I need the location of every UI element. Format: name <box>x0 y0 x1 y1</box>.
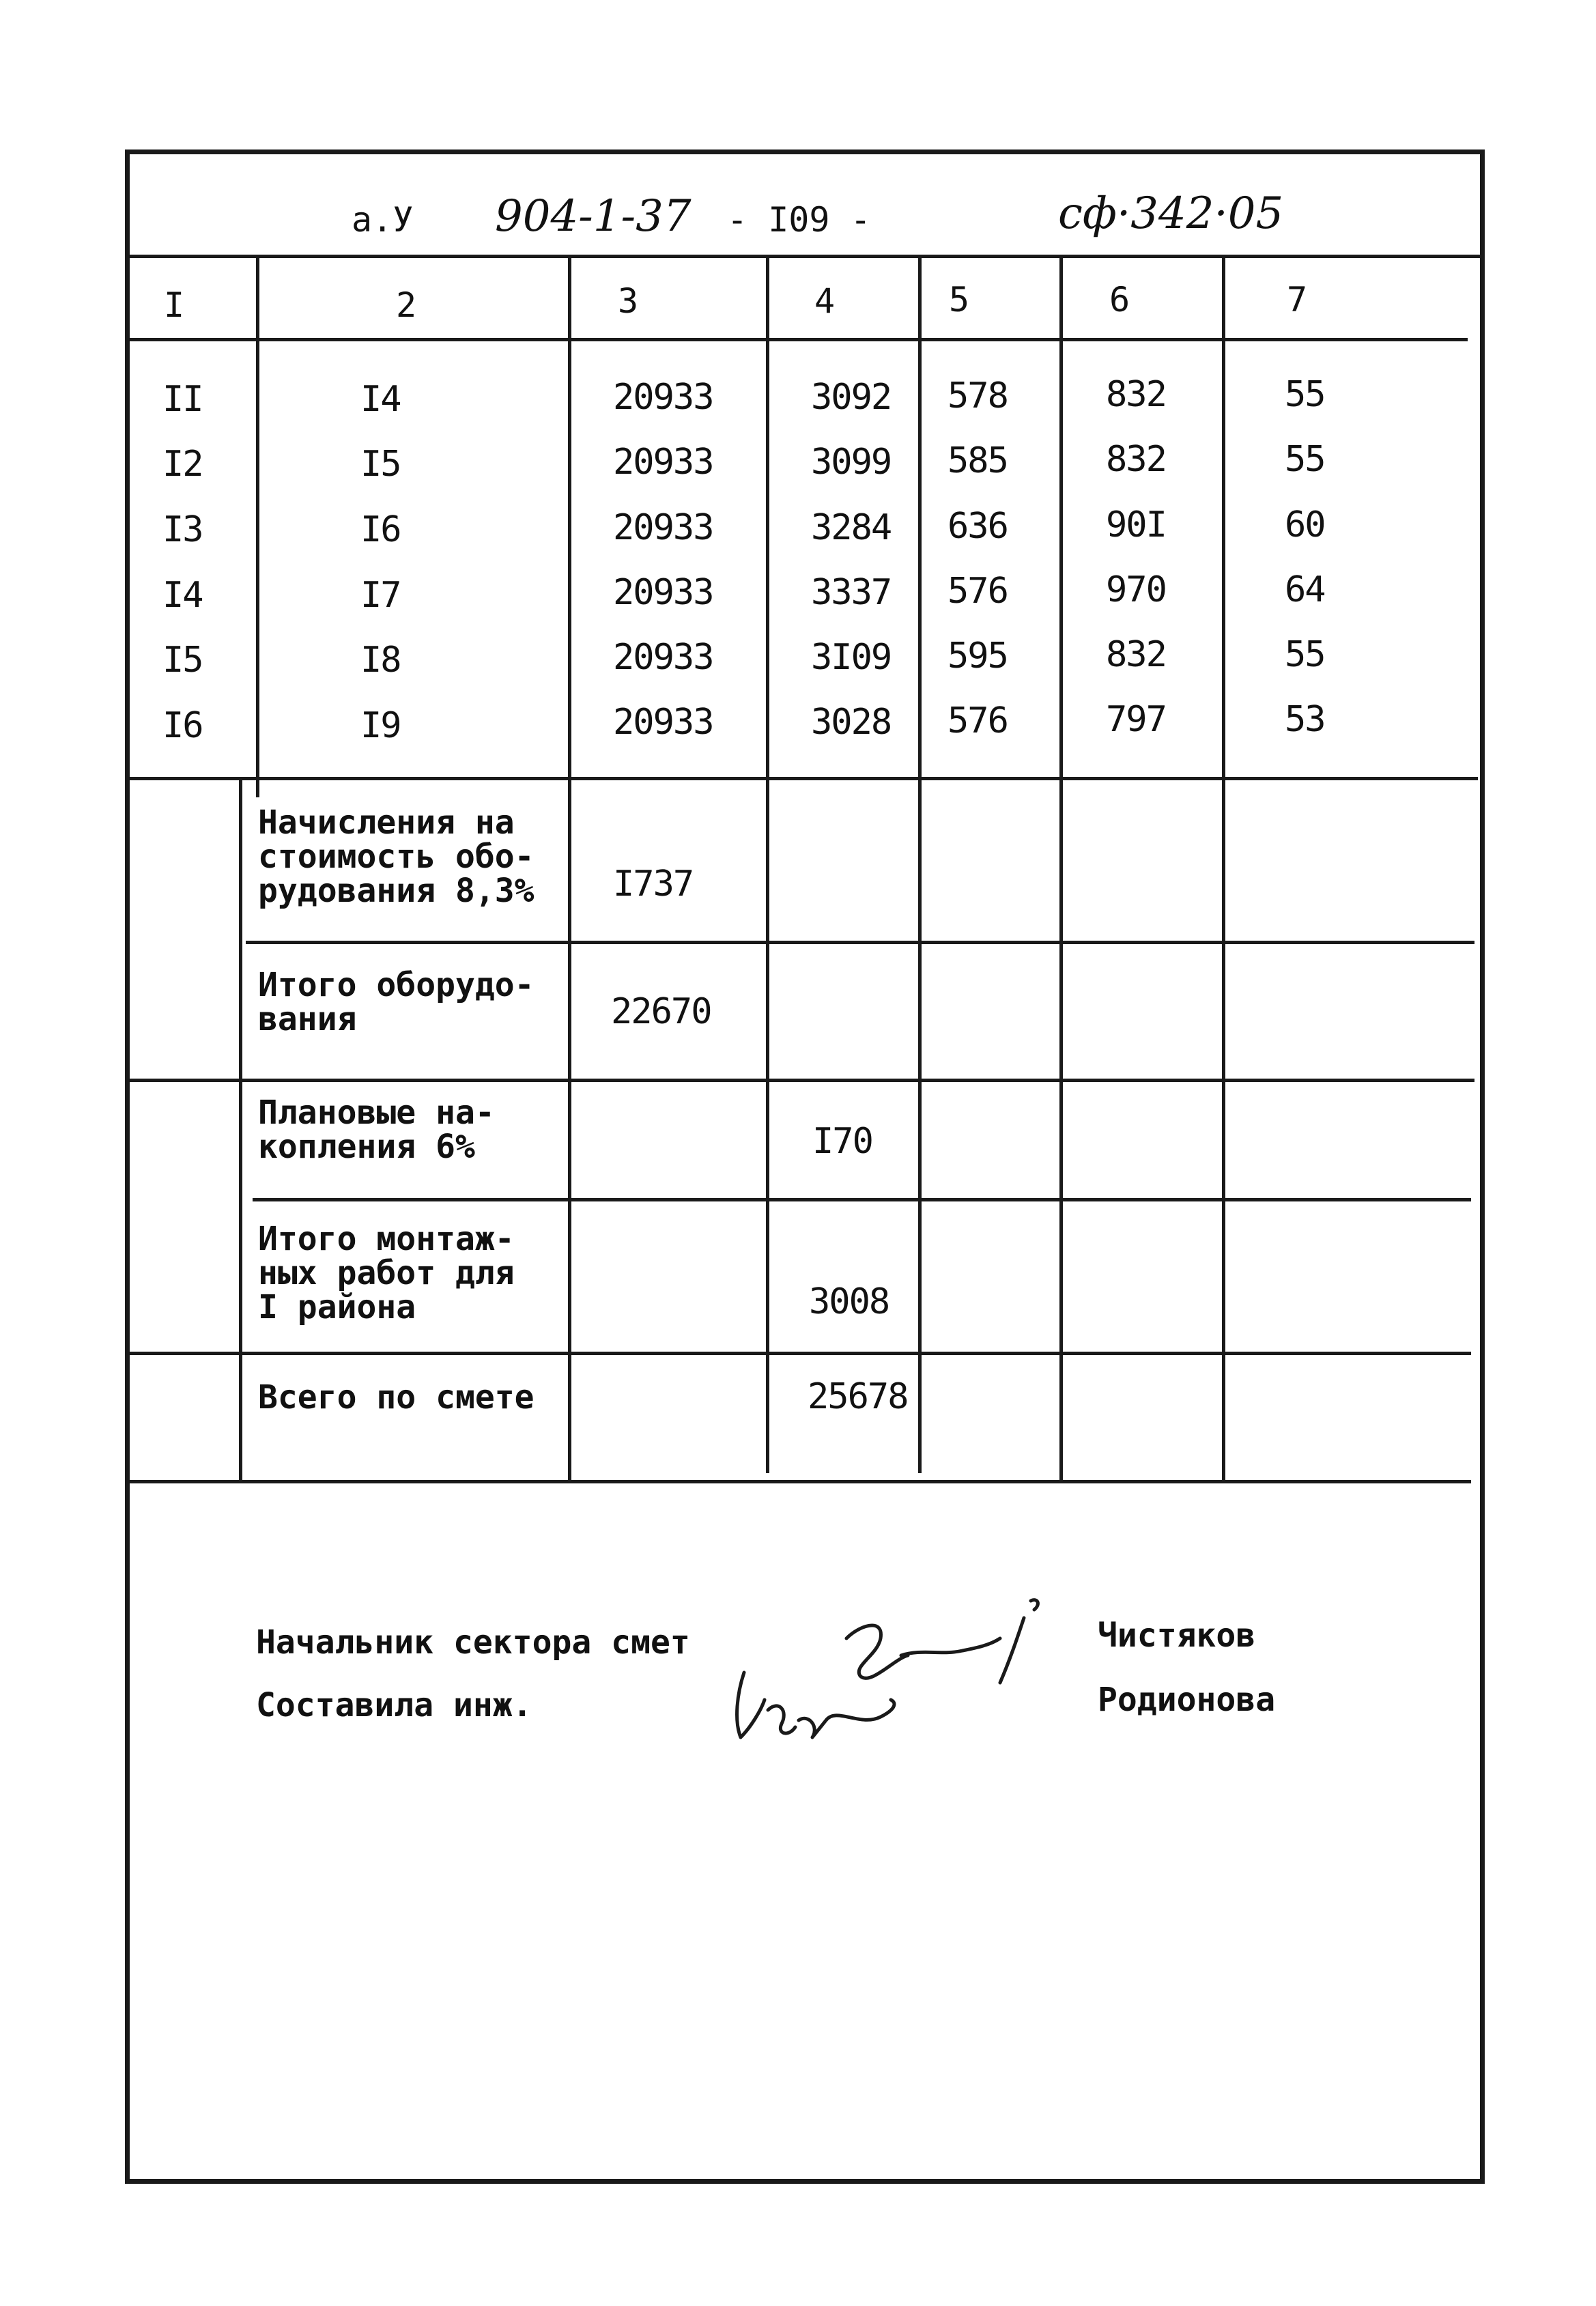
equip-charges-label: Начисления на стоимость обо- рудования 8,3% <box>258 803 535 910</box>
column-header: 4 <box>814 281 836 321</box>
col-divider-2 <box>568 255 571 1483</box>
table-cell: 576 <box>947 571 1008 612</box>
page-number: - I09 - <box>727 200 871 240</box>
column-header: 7 <box>1287 280 1308 319</box>
equip-total-value: 22670 <box>611 991 711 1032</box>
table-cell: 20933 <box>613 442 713 483</box>
column-header: 5 <box>949 280 970 319</box>
table-cell: 3I09 <box>811 637 892 678</box>
table-cell: 20933 <box>613 507 713 548</box>
table-cell: 832 <box>1106 439 1166 480</box>
divider-planned <box>253 1198 1471 1201</box>
handwritten-signature-icon <box>724 1591 1092 1754</box>
grand-total-label: Всего по смете <box>258 1378 535 1417</box>
header-divider <box>125 255 1485 258</box>
table-cell: 595 <box>947 636 1008 677</box>
col-divider-1 <box>256 255 259 797</box>
document-code: сф·342·05 <box>1058 188 1284 239</box>
equip-charges-value: I737 <box>613 864 694 905</box>
compiler-title: Составила инж. <box>256 1686 532 1724</box>
column-header: 3 <box>618 281 639 321</box>
column-header: I <box>164 285 185 325</box>
col-divider-3 <box>766 255 769 1473</box>
table-cell: 60 <box>1285 504 1325 545</box>
col-divider-6 <box>1222 255 1225 1480</box>
table-cell: I6 <box>162 705 203 746</box>
table-cell: I3 <box>162 509 203 550</box>
table-cell: 55 <box>1285 439 1325 480</box>
table-cell: 3337 <box>811 572 892 613</box>
table-cell: 636 <box>947 506 1008 547</box>
table-cell: 585 <box>947 440 1008 481</box>
table-cell: I9 <box>360 705 401 746</box>
table-cell: II <box>162 379 203 420</box>
table-cell: 832 <box>1106 634 1166 675</box>
table-cell: I7 <box>360 575 401 616</box>
document-frame <box>125 150 1485 2184</box>
table-cell: I5 <box>162 640 203 681</box>
table-cell: 20933 <box>613 702 713 743</box>
install-total-label: Итого монтаж- ных работ для I района <box>258 1220 515 1326</box>
table-cell: 576 <box>947 700 1008 741</box>
divider-install-total <box>130 1352 1471 1355</box>
divider-equip-total <box>130 1079 1474 1082</box>
header-prefix: а.У <box>352 200 414 240</box>
table-cell: 797 <box>1106 699 1166 740</box>
col-divider-4 <box>918 255 922 1473</box>
table-cell: 90I <box>1106 504 1166 545</box>
head-title: Начальник сектора смет <box>256 1623 690 1662</box>
col-divider-1b <box>239 777 242 1483</box>
table-cell: 20933 <box>613 572 713 613</box>
table-cell: 3099 <box>811 442 892 483</box>
table-cell: I6 <box>360 509 401 550</box>
project-number: 904-1-37 <box>495 191 692 242</box>
table-cell: I2 <box>162 444 203 485</box>
column-header: 6 <box>1109 280 1130 319</box>
planned-label: Плановые на- копления 6% <box>258 1094 495 1166</box>
table-bottom-line <box>130 1480 1471 1483</box>
table-cell: 55 <box>1285 374 1325 415</box>
table-cell: 53 <box>1285 699 1325 740</box>
table-cell: 3284 <box>811 507 892 548</box>
table-cell: 20933 <box>613 377 713 418</box>
table-cell: 832 <box>1106 374 1166 415</box>
table-cell: 64 <box>1285 569 1325 610</box>
column-header: 2 <box>396 285 417 325</box>
rows-divider <box>130 777 1478 780</box>
planned-value: I70 <box>812 1121 872 1162</box>
head-name: Чистяков <box>1098 1617 1256 1655</box>
col-divider-5 <box>1059 255 1063 1480</box>
table-cell: 578 <box>947 375 1008 416</box>
equip-total-label: Итого оборудо- вания <box>258 966 535 1038</box>
table-cell: I5 <box>360 444 401 485</box>
table-cell: 20933 <box>613 637 713 678</box>
table-cell: 3028 <box>811 702 892 743</box>
divider-equip-charges <box>246 941 1474 944</box>
table-cell: 55 <box>1285 634 1325 675</box>
table-cell: I4 <box>162 575 203 616</box>
table-cell: 970 <box>1106 569 1166 610</box>
column-header-divider <box>130 338 1468 341</box>
compiler-name: Родионова <box>1098 1681 1276 1719</box>
table-cell: 3092 <box>811 377 892 418</box>
install-total-value: 3008 <box>809 1281 889 1322</box>
table-cell: I8 <box>360 640 401 681</box>
table-cell: I4 <box>360 379 401 420</box>
grand-total-value: 25678 <box>808 1376 908 1417</box>
